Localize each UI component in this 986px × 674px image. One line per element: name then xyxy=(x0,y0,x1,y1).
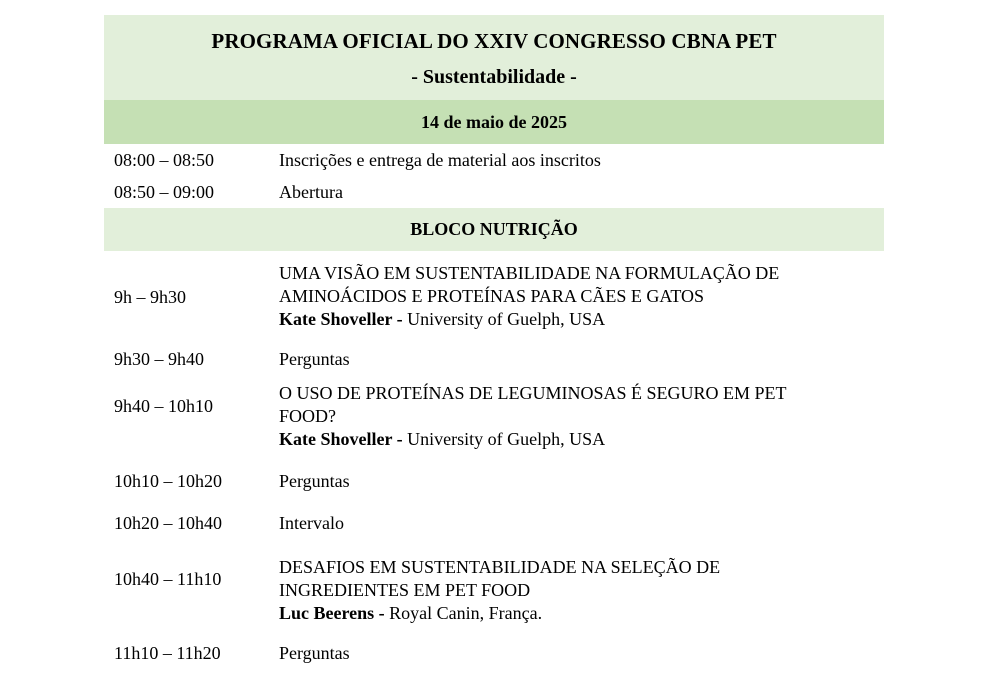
program-subtitle: - Sustentabilidade - xyxy=(411,66,577,88)
session-time: 11h10 – 11h20 xyxy=(114,643,221,663)
session-description: Inscrições e entrega de material aos inscritos xyxy=(279,150,601,170)
speaker-affiliation: Royal Canin, França. xyxy=(384,603,543,623)
session-talk xyxy=(279,382,879,451)
schedule-row xyxy=(104,176,884,208)
talk-title-line: AMINOÁCIDOS E PROTEÍNAS PARA CÃES E GATOS xyxy=(279,286,705,306)
session-description: Perguntas xyxy=(279,349,350,369)
program-header xyxy=(104,15,884,100)
session-time: 9h40 – 10h10 xyxy=(114,396,213,416)
schedule-row xyxy=(104,383,884,470)
session-time: 10h10 – 10h20 xyxy=(114,471,222,491)
schedule-row xyxy=(104,557,884,642)
speaker-name: Kate Shoveller - xyxy=(279,429,403,449)
schedule-row xyxy=(104,144,884,176)
talk-title-line: UMA VISÃO EM SUSTENTABILIDADE NA FORMULAÇÃO DE xyxy=(279,263,780,283)
session-time: 10h20 – 10h40 xyxy=(114,513,222,533)
session-time: 08:50 – 09:00 xyxy=(114,182,215,202)
session-talk xyxy=(279,262,879,331)
block-header: BLOCO NUTRIÇÃO xyxy=(104,208,884,251)
session-description: Perguntas xyxy=(279,643,350,663)
session-talk xyxy=(279,556,879,625)
talk-speaker-line xyxy=(279,308,879,331)
session-description: Intervalo xyxy=(279,513,344,533)
program-document xyxy=(104,15,884,672)
schedule-row xyxy=(104,642,884,672)
speaker-affiliation: University of Guelph, USA xyxy=(402,309,606,329)
session-time: 10h40 – 11h10 xyxy=(114,569,222,589)
schedule-row xyxy=(104,512,884,557)
talk-speaker-line xyxy=(279,428,879,451)
speaker-affiliation: University of Guelph, USA xyxy=(402,429,606,449)
session-time: 9h30 – 9h40 xyxy=(114,349,204,369)
program-title: PROGRAMA OFICIAL DO XXIV CONGRESSO CBNA PET xyxy=(211,29,777,53)
schedule-row xyxy=(104,470,884,512)
session-time: 9h – 9h30 xyxy=(114,287,186,307)
schedule-row xyxy=(104,251,884,343)
talk-title-line: INGREDIENTES EM PET FOOD xyxy=(279,580,531,600)
session-description: Abertura xyxy=(279,182,343,202)
session-description: Perguntas xyxy=(279,471,350,491)
date-header: 14 de maio de 2025 xyxy=(104,100,884,144)
speaker-name: Luc Beerens - xyxy=(279,603,385,623)
talk-speaker-line xyxy=(279,602,879,625)
talk-title-line: DESAFIOS EM SUSTENTABILIDADE NA SELEÇÃO DE xyxy=(279,557,721,577)
session-time: 08:00 – 08:50 xyxy=(114,150,215,170)
talk-title-line: FOOD? xyxy=(279,406,336,426)
speaker-name: Kate Shoveller - xyxy=(279,309,403,329)
talk-title-line: O USO DE PROTEÍNAS DE LEGUMINOSAS É SEGURO EM PET xyxy=(279,383,787,403)
schedule-row xyxy=(104,343,884,383)
